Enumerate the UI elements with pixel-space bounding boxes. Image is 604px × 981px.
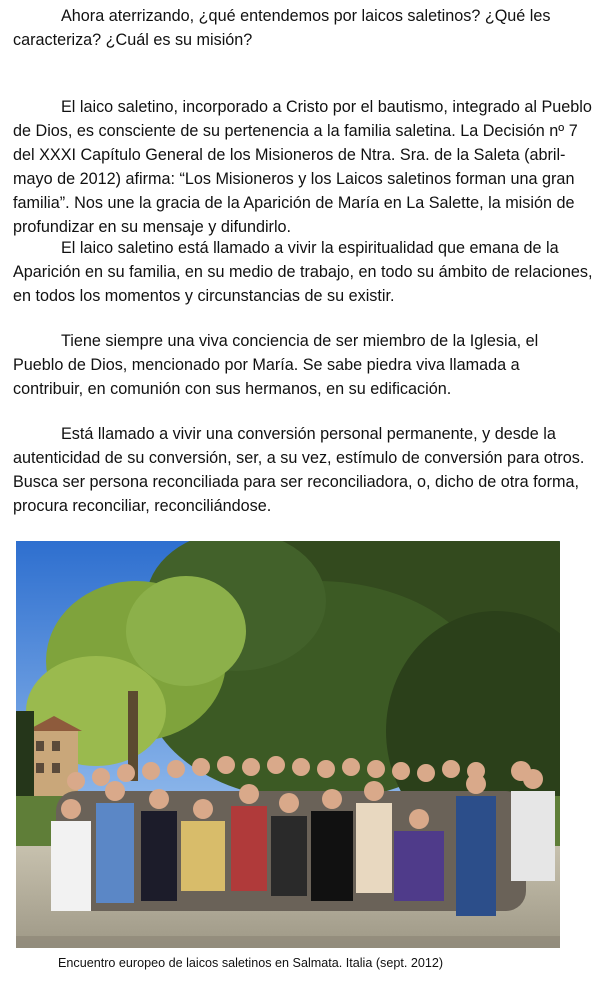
photo-caption: Encuentro europeo de laicos saletinos en Salmata. Italia (sept. 2012) [58, 956, 444, 970]
paragraph-intro: Ahora aterrizando, ¿qué entendemos por laicos saletinos? ¿Qué les caracteriza? ¿Cuál es su misión? [13, 7, 551, 49]
paragraph-conversion: Está llamado a vivir una conversión personal permanente, y desde la autenticidad de su conversión, ser, a su vez, estímulo de conversión para otros. Busca ser persona reconciliada para ser reconciliadora, o, dicho de otra forma, procura reconciliar, reconciliándose. [13, 425, 585, 515]
paragraph-spirituality: El laico saletino está llamado a vivir la espiritualidad que emana de la Aparición en su familia, en su medio de trabajo, en todo su ámbito de relaciones, en todos los momentos y circunstancias de su existir. [13, 239, 593, 305]
group-photo [16, 541, 560, 948]
paragraph-church: Tiene siempre una viva conciencia de ser miembro de la Iglesia, el Pueblo de Dios, mencionado por María. Se sabe piedra viva llamada a contribuir, en comunión con sus hermanos, en su edificación. [13, 332, 539, 398]
paragraph-identity: El laico saletino, incorporado a Cristo por el bautismo, integrado al Pueblo de Dios, es consciente de su pertenencia a la familia saletina. La Decisión nº 7 del XXXI Capítulo General de los Misioneros de Ntra. Sra. de la Saleta (abril-mayo de 2012) afirma: “Los Misioneros y los Laicos saletinos forman una gran familia”. Nos une la gracia de la Aparición de María en La Salette, la misión de profundizar en su mensaje y difundirlo. [13, 98, 592, 236]
group-photo-image [16, 541, 560, 948]
